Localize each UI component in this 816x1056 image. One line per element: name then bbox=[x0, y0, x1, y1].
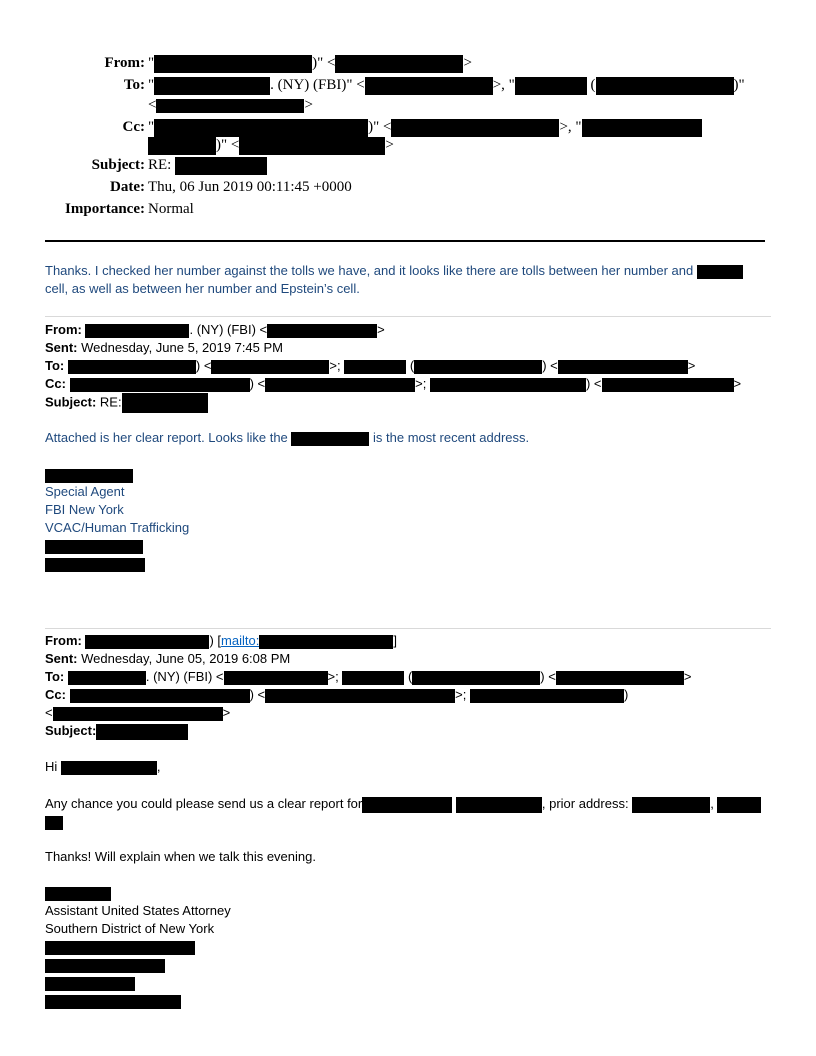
subject-value: RE: bbox=[148, 157, 172, 173]
cc-label: Cc: bbox=[122, 119, 145, 135]
msg3-body-line-1: Any chance you could please send us a clear report for , prior address: , bbox=[45, 795, 761, 813]
header-from-row bbox=[0, 52, 816, 74]
reply-body-line-2: cell, as well as between her number and Epstein’s cell. bbox=[45, 281, 360, 296]
msg2-sig-unit: VCAC/Human Trafficking bbox=[45, 520, 190, 535]
msg2-to-label: To: bbox=[45, 358, 65, 373]
msg3-to-row: To: . (NY) (FBI) < >; ( ) < > bbox=[45, 669, 692, 684]
header-importance-row bbox=[0, 198, 816, 220]
msg3-sig-redacted-3 bbox=[45, 974, 135, 992]
msg2-sig-redacted-1 bbox=[45, 537, 143, 555]
to-value: " . (NY) (FBI)" < >, " ( )" bbox=[148, 77, 745, 93]
msg2-body-pre: Attached is her clear report. Looks like the bbox=[45, 430, 288, 445]
subject-label: Subject: bbox=[91, 157, 145, 173]
msg3-from-label: From: bbox=[45, 633, 82, 648]
from-label: From: bbox=[104, 55, 145, 71]
msg3-sig-office: Southern District of New York bbox=[45, 921, 215, 936]
msg2-cc-label: Cc: bbox=[45, 376, 66, 391]
msg2-sent-label: Sent: bbox=[45, 340, 78, 355]
msg2-subject-row bbox=[45, 393, 208, 413]
header-date-row bbox=[0, 176, 816, 198]
msg3-cc-label: Cc: bbox=[45, 687, 66, 702]
msg2-sig-title: Special Agent bbox=[45, 484, 125, 499]
msg3-subject-label: Subject: bbox=[45, 723, 97, 738]
date-label: Date: bbox=[110, 179, 145, 195]
from-value: " )" < > bbox=[148, 55, 472, 71]
msg3-cc-row: Cc: ) < >; ) bbox=[45, 687, 629, 702]
msg3-thanks: Thanks! Will explain when we talk this evening. bbox=[45, 849, 316, 864]
msg3-body-line-2 bbox=[45, 813, 63, 831]
msg2-body-post: is the most recent address. bbox=[373, 430, 530, 445]
msg3-from-row: From: ) [mailto: ] bbox=[45, 633, 397, 648]
msg2-sig-office: FBI New York bbox=[45, 502, 124, 517]
msg3-subject-row bbox=[45, 722, 188, 740]
to-label: To: bbox=[123, 77, 145, 93]
msg3-to-fbi: . (NY) (FBI) < bbox=[145, 669, 224, 684]
msg3-to-label: To: bbox=[45, 669, 65, 684]
header-to-row-2: < > bbox=[148, 97, 313, 113]
reply-body-line-1 bbox=[45, 262, 743, 280]
reply-text-1: Thanks. I checked her number against the tolls we have, and it looks like there are tolls between her number and bbox=[45, 263, 694, 278]
msg2-sig-name bbox=[45, 466, 133, 484]
header-to-row bbox=[0, 74, 816, 96]
email-header bbox=[0, 52, 816, 222]
msg3-sig-redacted-2 bbox=[45, 956, 165, 974]
header-cc-row-2: )" < > bbox=[0, 134, 816, 156]
header-subject-row bbox=[0, 154, 816, 176]
msg3-sig-redacted-1 bbox=[45, 938, 195, 956]
mailto-link[interactable]: mailto: bbox=[221, 633, 393, 648]
msg3-sent-label: Sent: bbox=[45, 651, 78, 666]
msg2-from-row: From: . (NY) (FBI) < > bbox=[45, 322, 385, 337]
msg2-body bbox=[45, 429, 529, 447]
msg3-cc-row-2: < > bbox=[45, 705, 231, 720]
importance-value: Normal bbox=[148, 201, 194, 217]
cc-value: " )" < >, " bbox=[148, 116, 702, 138]
msg2-from-suffix: . (NY) (FBI) < bbox=[189, 322, 268, 337]
msg3-body-mid: , prior address: bbox=[541, 796, 629, 811]
date-value: Thu, 06 Jun 2019 00:11:45 +0000 bbox=[148, 179, 352, 195]
msg2-subject-label: Subject: bbox=[45, 394, 97, 410]
msg3-greeting-text: Hi bbox=[45, 759, 58, 774]
msg2-subject-value: RE: bbox=[99, 394, 122, 410]
msg3-greeting: Hi , bbox=[45, 759, 161, 774]
msg3-sig-name bbox=[45, 884, 111, 902]
msg3-sig-redacted-4 bbox=[45, 992, 181, 1010]
msg2-to-row: To: ) < >; ( ) < > bbox=[45, 358, 696, 373]
msg3-sent-row bbox=[45, 650, 290, 668]
msg2-from-label: From: bbox=[45, 322, 82, 337]
to-fbi-text: . (NY) (FBI)" < bbox=[270, 77, 365, 93]
importance-label: Importance: bbox=[65, 201, 145, 217]
msg3-sent-value: Wednesday, June 05, 2019 6:08 PM bbox=[81, 651, 291, 666]
msg2-cc-row: Cc: ) < >; ) < > bbox=[45, 376, 742, 391]
message-divider-2 bbox=[45, 628, 771, 629]
msg2-sent-value: Wednesday, June 5, 2019 7:45 PM bbox=[81, 340, 283, 355]
msg3-sig-title: Assistant United States Attorney bbox=[45, 903, 231, 918]
msg2-sig-redacted-2 bbox=[45, 555, 145, 573]
message-divider-1 bbox=[45, 316, 771, 317]
msg2-sent-row bbox=[45, 339, 283, 357]
msg3-body-pre: Any chance you could please send us a clear report for bbox=[45, 796, 363, 811]
header-divider bbox=[45, 240, 765, 242]
